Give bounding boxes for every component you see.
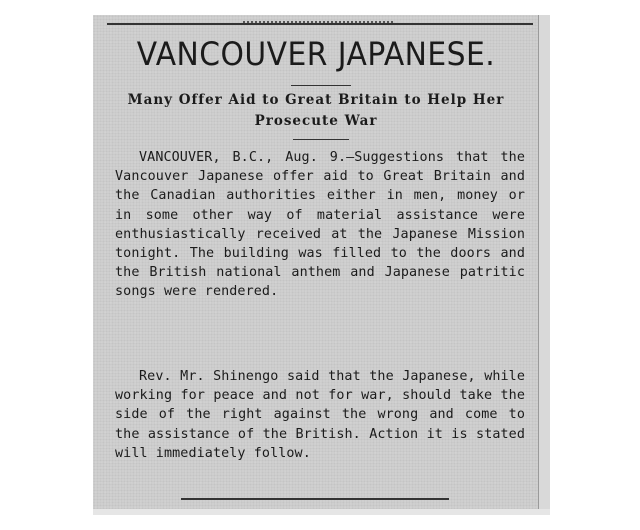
headline: VANCOUVER JAPANESE. <box>136 35 496 73</box>
subheadline-divider <box>293 139 349 140</box>
article-paragraph-1: VANCOUVER, B.C., Aug. 9.—Suggestions that the Vancouver Japanese offer aid to Great Britain and the Canadian authorities either in men, money or in some other way of material assistance were enthusiastically received at the Japanese Mission tonight. The building was filled to the doors and the British national anthem and Japanese patritic songs were rendered. <box>115 150 525 300</box>
top-rule <box>107 23 533 25</box>
bottom-rule <box>181 498 449 500</box>
subheadline: Many Offer Aid to Great Britain to Help Her Prosecute War <box>127 92 505 129</box>
headline-divider <box>291 85 351 86</box>
article-paragraph-2: Rev. Mr. Shinengo said that the Japanese, while working for peace and not for war, should take the side of the right against the wrong and come to the assistance of the British. Action it is stated will immediately follow. <box>115 369 525 461</box>
top-border-fragment <box>243 15 393 23</box>
paper-bottom-edge <box>93 509 550 515</box>
column-edge <box>538 15 550 515</box>
newspaper-clipping <box>93 15 550 515</box>
